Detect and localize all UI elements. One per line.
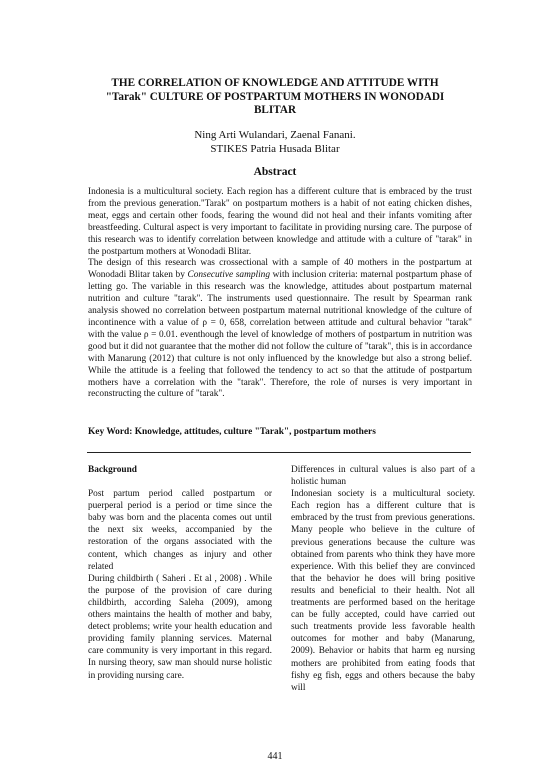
right-column: [291, 464, 475, 694]
abstract-heading: Abstract: [253, 166, 297, 178]
author-names: Ning Arti Wulandari, Zaenal Fanani.: [194, 129, 356, 141]
abstract-paragraph-1: Indonesia is a multicultural society. Each region has a different culture that is embraced by the trust from the previous generation."Tarak" on postpartum mothers is a habit of not eating chicken dishes, meat, eggs and certain other foods, fearing the wound did not heal and their infants vomiting after breastfeeding. Cultural aspect is very important to facilitate in providing nursing care. The purpose of this research was to identify correlation between knowledge and attitude with a culture of "tarak" in the postpartum mothers at Wonodadi Blitar.: [88, 187, 472, 257]
abstract-p2-part-a: The design of this research was crossectional with a sample of 40 mothers in the postpartum at Wonodadi Blitar taken by: [88, 258, 472, 281]
right-paragraph-1: Differences in cultural values is also part of a holistic human: [291, 465, 475, 488]
left-paragraph-1: Post partum period called postpartum or puerperal period is a period or time since the baby was born and the placenta comes out until the next six weeks, accompanied by the restoration of the organs associated with the content, which changes as injury and other related: [88, 489, 272, 572]
abstract-body: [88, 187, 472, 401]
title-line-3: BLITAR: [253, 104, 297, 117]
page-number: 441: [267, 751, 283, 762]
abstract-p2-part-b: with inclusion criteria: maternal postpartum phase of letting go. The variable in this research was the knowledge, attitudes about postpartum maternal nutrition and culture "tarak". The instruments used questionnaire. The result by Spearman rank analysis showed no correlation between postpartum maternal nutritional knowledge of the culture of incontinence with a value of ρ = 0, 658, correlation between attitude and cultural behavior "tarak" with the value ρ = 0.01. eventhough the level of knowledge of mothers of postpartum in nutrition was good but it did not guarantee that the mother did not follow the culture of "tarak", this is in accordance with Manarung (2012) that culture is not only influenced by the knowledge but also a strong belief. While the attitude is a feeling that followed the tendency to act so that the attitude of postpartum mothers have a correlation with the "tarak". Therefore, the role of nurses is very important in reconstructing the culture of "tarak".: [88, 270, 473, 400]
abstract-paragraph-2: [88, 258, 472, 401]
right-paragraph-2: Indonesian society is a multicultural society. Each region has a different culture that is embraced by the trust from previous generations. Many people who believe in the culture of previous generations because the culture was obtained from parents who think they have more experience. With this belief they are convinced that the behavior he does will bring positive results and beneficial to their health. Not all treatments are performed based on the heritage can be fully accepted, could have carried out such treatments provide less favorable health outcomes for mother and baby (Manarung, 2009). Behavior or habits that harm eg nursing mothers are prohibited from eating foods that fishy eg fish, eggs and others because the baby will: [291, 489, 475, 693]
title-line-2: "Tarak" CULTURE OF POSTPARTUM MOTHERS IN WONODADI: [105, 90, 445, 103]
affiliation: STIKES Patria Husada Blitar: [210, 143, 340, 155]
left-column: [88, 464, 272, 682]
section-divider: [87, 452, 471, 453]
keywords: Key Word: Knowledge, attitudes, culture "Tarak", postpartum mothers: [88, 427, 376, 437]
title-line-1: THE CORRELATION OF KNOWLEDGE AND ATTITUDE WITH: [111, 77, 439, 89]
paper-title: [60, 77, 490, 118]
abstract-p2-italic: Consecutive sampling: [187, 270, 271, 281]
left-paragraph-2: During childbirth ( Saheri . Et al , 2008) . While the purpose of the provision of care during childbirth, according Saleha (2009), among others maintains the health of mother and baby, detect problems; write your health education and providing family planning services. Maternal care community is very important in this regard. In nursing theory, saw man should nurse holistic in providing nursing care.: [88, 573, 272, 681]
author-block: [60, 128, 490, 156]
section-heading-background: Background: [88, 465, 137, 475]
